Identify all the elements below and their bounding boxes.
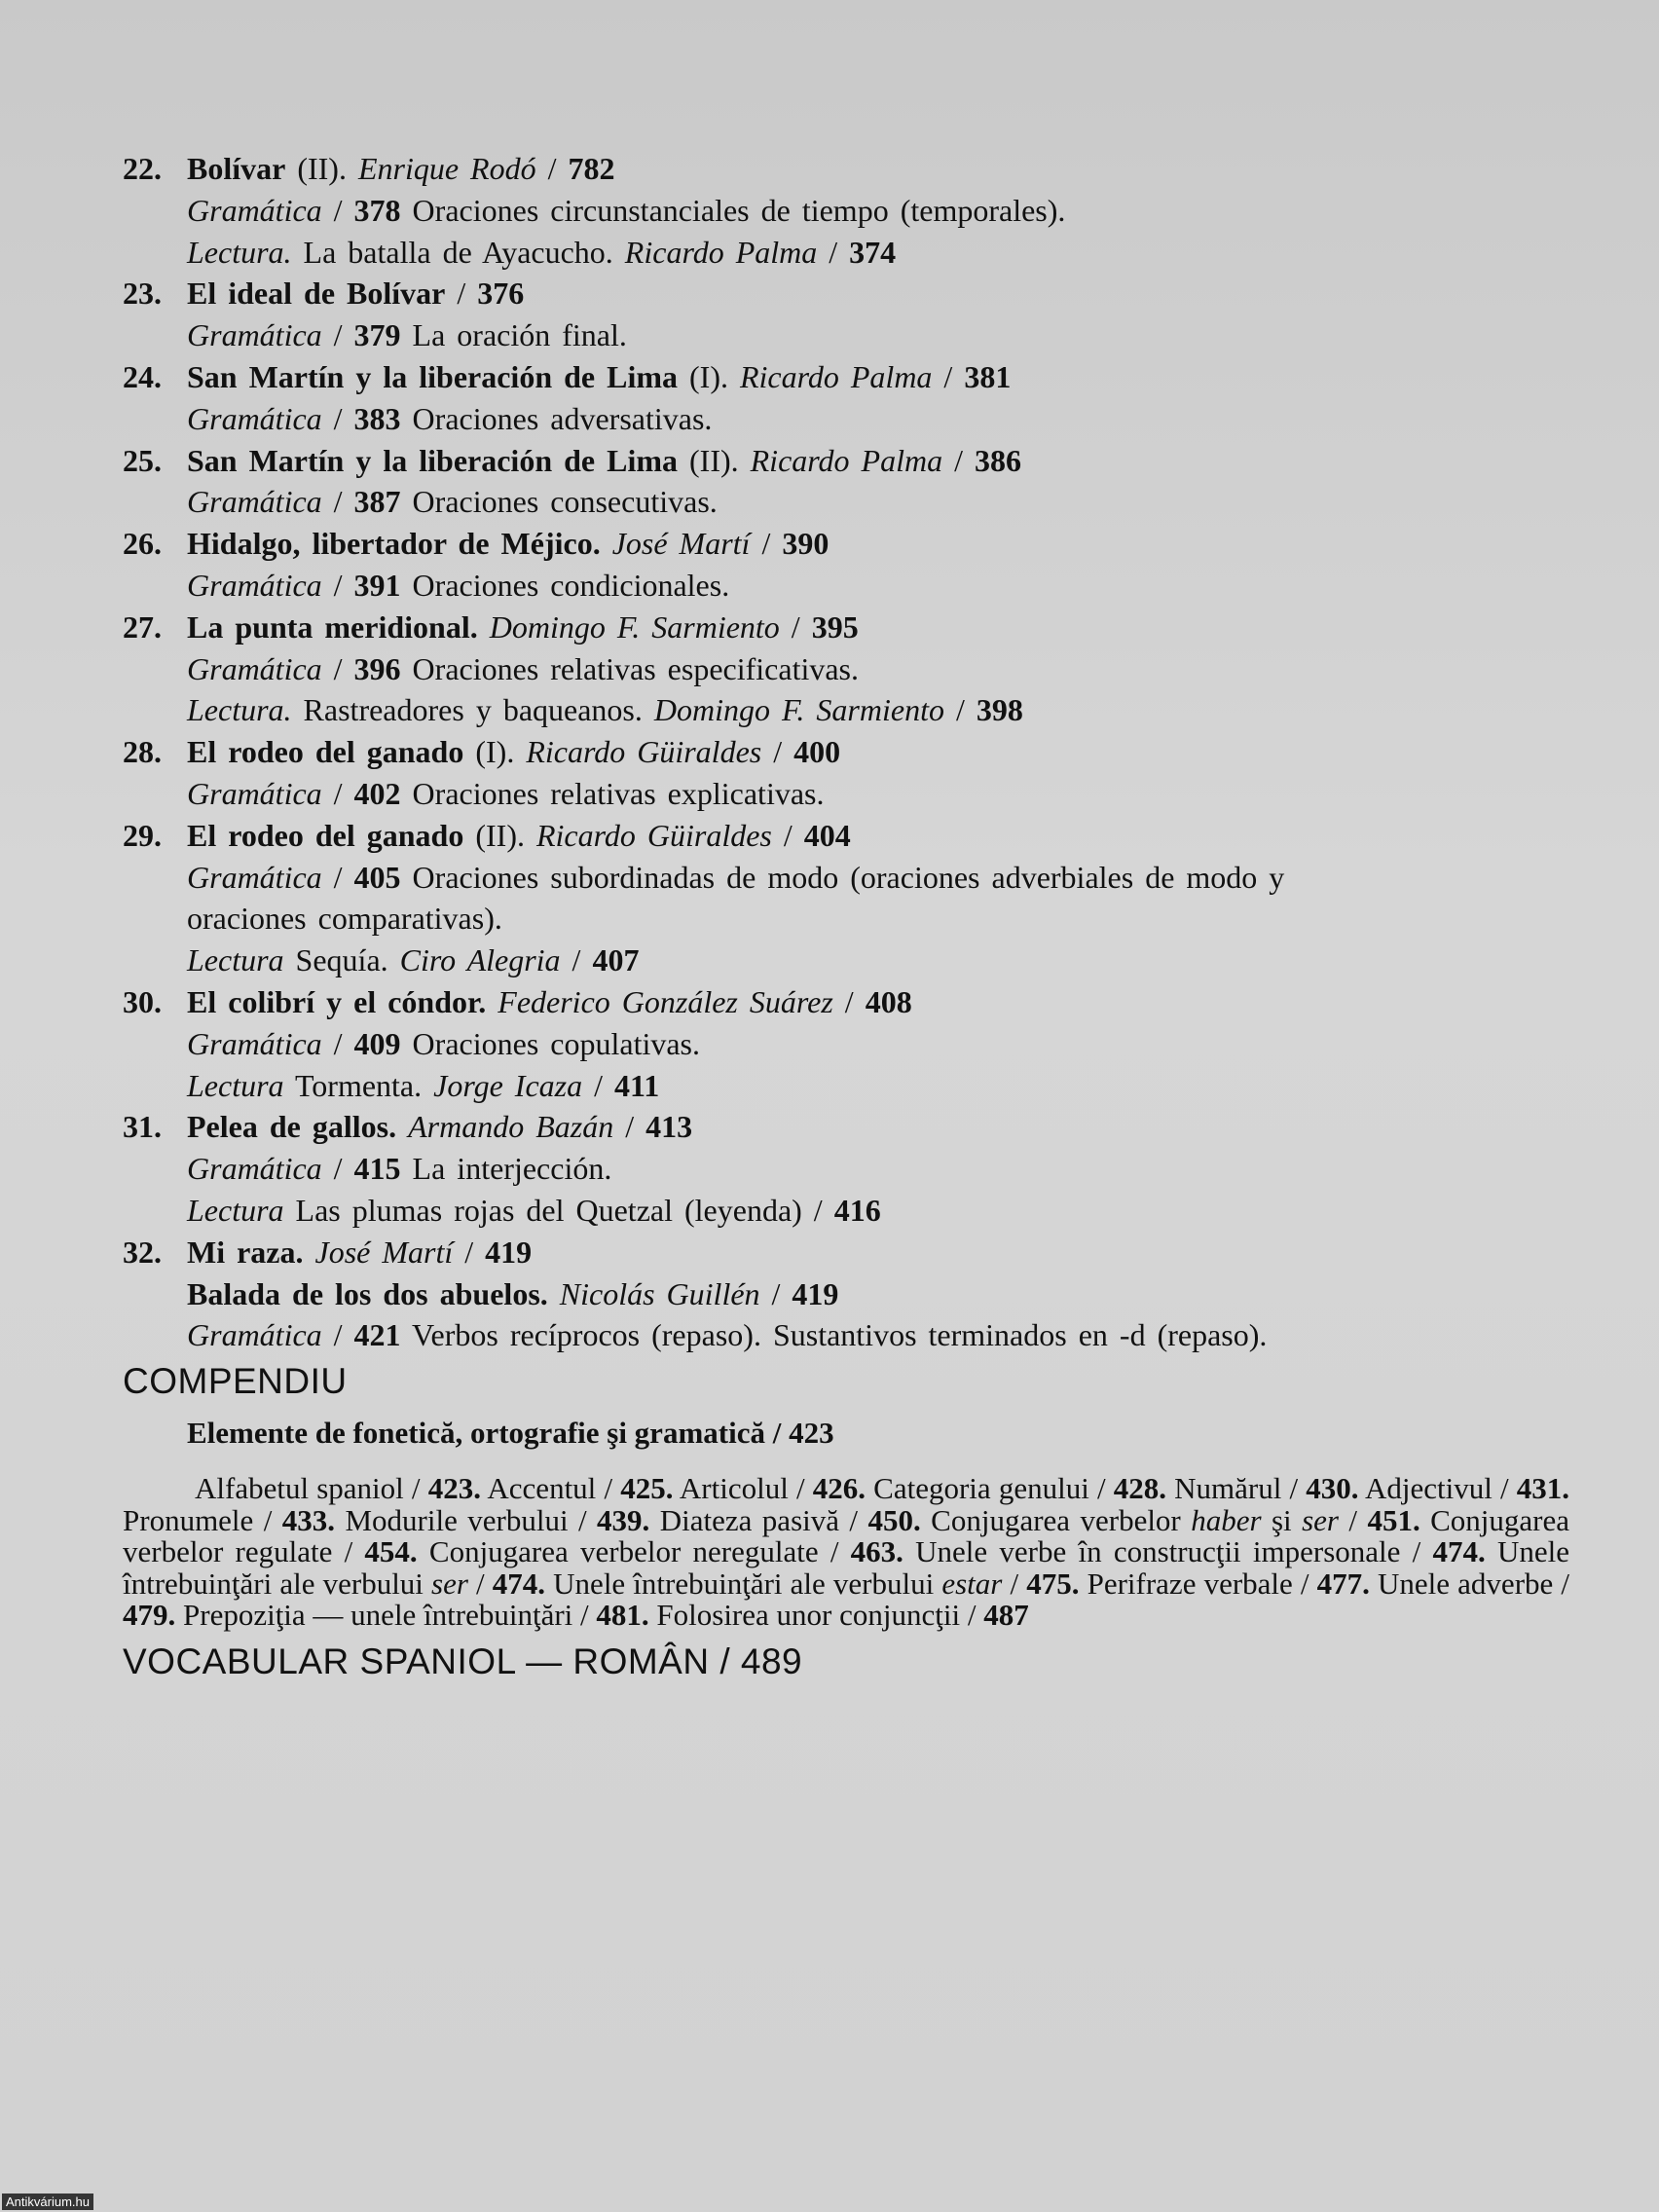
reading-page: 374 [849,234,897,270]
grammar-topic: Oraciones adversativas. [412,400,713,436]
entry-title-line: 24. San Martín y la liberación de Lima (I). Ricardo Palma / 381 [123,356,1573,398]
topic-text: Alfabetul spaniol / [195,1471,428,1506]
grammar-page: 378 [353,192,401,228]
entry-page: 386 [974,442,1021,478]
page-number: 451. [1367,1502,1420,1537]
topic-text: Articolul / [673,1471,813,1506]
entry-number: 27. [123,608,162,645]
entry-title-line: 25. San Martín y la liberación de Lima (II). Ricardo Palma / 386 [123,440,1573,482]
verb-term: haber [1191,1502,1262,1537]
entry-number: 23. [123,276,162,312]
grammar-page: 402 [353,775,401,811]
entry-page: 408 [865,983,912,1019]
entry-part: (II). [689,442,739,478]
page-number: 430. [1306,1471,1359,1506]
reading-page: 411 [614,1067,660,1103]
grammar-page: 391 [353,567,401,603]
reading-label: Lectura [187,942,284,978]
reading-line: Lectura Tormenta. Jorge Icaza / 411 [187,1067,660,1103]
reading-title: Las plumas rojas del Quetzal (leyenda) [295,1192,802,1228]
reading-author: Ciro Alegria [399,942,561,978]
entry-author: Ricardo Palma [739,358,933,394]
entry-title: El colibrí y el cóndor. [187,983,487,1019]
reading-line: Lectura. La batalla de Ayacucho. Ricardo Palma / 374 [187,234,897,270]
grammar-line: Gramática / 387 Oraciones consecutivas. [187,484,718,520]
watermark: Antikvárium.hu [2,2194,93,2210]
grammar-label: Gramática [187,567,322,603]
grammar-topic: Oraciones consecutivas. [412,484,718,520]
topic-text: Accentul / [480,1471,621,1506]
page-number: 425. [620,1471,674,1506]
reading-author: Ricardo Palma [624,234,818,270]
entry-page: 390 [782,526,830,562]
page-number: 475. [1026,1566,1080,1601]
compendiu-paragraph [123,1473,1569,1632]
topic-text: Unele întrebuinţări ale verbului [123,1534,1569,1601]
reading-page: 407 [592,942,640,978]
entry-title-line: 28. El rodeo del ganado (I). Ricardo Güiraldes / 400 [123,731,1573,773]
entry-author: Ricardo Palma [750,442,943,478]
grammar-label: Gramática [187,1025,322,1061]
verb-term: ser [431,1566,468,1601]
topic-text: Diateza pasivă / [649,1502,868,1537]
grammar-topic: Oraciones circunstanciales de tiempo (temporales). [412,192,1066,228]
grammar-page: 415 [353,1151,401,1187]
entry-part: (II). [297,151,347,186]
page-number: 477. [1316,1566,1370,1601]
grammar-label: Gramática [187,1151,322,1187]
grammar-label: Gramática [187,400,322,436]
page-number: 428. [1113,1471,1166,1506]
page-number: 474. [492,1566,546,1601]
grammar-label: Gramática [187,192,322,228]
page-number: 481. [596,1598,649,1633]
grammar-topic: Oraciones relativas especificativas. [412,650,859,686]
grammar-line: Gramática / 379 La oración final. [187,317,627,353]
page-number: 450. [867,1502,921,1537]
entry-number: 31. [123,1109,162,1145]
entry-page: 395 [811,608,859,645]
topic-text: / [1338,1502,1368,1537]
entry-author: Enrique Rodó [357,151,536,186]
verb-term: estar [941,1566,1003,1601]
page-number: 487 [983,1598,1029,1633]
reading-author: Domingo F. Sarmiento [653,692,944,728]
entry-title: Hidalgo, libertador de Méjico. [187,526,601,562]
page-number: 474. [1432,1534,1486,1569]
reading-label: Lectura. [187,692,292,728]
grammar-page: 387 [353,484,401,520]
entry-title: El rodeo del ganado [187,817,464,853]
reading-line: Lectura. Rastreadores y baqueanos. Domingo F. Sarmiento / 398 [187,692,1023,728]
verb-term: ser [1302,1502,1339,1537]
topic-text: Perifraze verbale / [1079,1566,1317,1601]
entry-title-line: 32. Mi raza. José Martí / 419 [123,1232,1573,1273]
reading-title: Tormenta. [294,1067,423,1103]
grammar-label: Gramática [187,317,322,353]
entry-number: 32. [123,1234,162,1270]
grammar-page: 396 [353,650,401,686]
grammar-line: Gramática / 405 Oraciones subordinadas de modo (oraciones adverbiales de modo y [187,859,1285,895]
entry-sub-author: Nicolás Guillén [559,1275,760,1311]
reading-title: La batalla de Ayacucho. [303,234,613,270]
reading-label: Lectura [187,1067,284,1103]
entry-number: 30. [123,983,162,1019]
topic-text: Modurile verbului / [335,1502,598,1537]
entry-title: San Martín y la liberación de Lima [187,358,678,394]
grammar-page: 421 [353,1317,401,1353]
topic-text: Folosirea unor conjuncţii / [648,1598,984,1633]
grammar-label: Gramática [187,484,322,520]
entry-title: Mi raza. [187,1234,304,1270]
entry-number: 29. [123,817,162,853]
entry-page: 381 [964,358,1012,394]
entry-author: Ricardo Güiraldes [526,734,762,770]
entry-author: José Martí [611,526,751,562]
topic-text: Unele verbe în construcţii impersonale / [903,1534,1433,1569]
topic-text: Unele adverbe / [1369,1566,1570,1601]
page-number: 431. [1516,1471,1570,1506]
grammar-line: Gramática / 383 Oraciones adversativas. [187,400,713,436]
grammar-line: Gramática / 409 Oraciones copulativas. [187,1025,700,1061]
grammar-line: Gramática / 396 Oraciones relativas especificativas. [187,650,859,686]
entry-page: 376 [477,276,525,312]
grammar-label: Gramática [187,775,322,811]
paragraph-indent [123,1471,195,1505]
entry-title: La punta meridional. [187,608,478,645]
topic-text: / [467,1566,493,1601]
reading-title: Sequía. [295,942,388,978]
reading-page: 416 [833,1192,881,1228]
topic-text: Categoria genului / [866,1471,1114,1506]
entry-title-line: 30. El colibrí y el cóndor. Federico González Suárez / 408 [123,981,1573,1023]
entry-title: Bolívar [187,151,286,186]
grammar-line: Gramática / 421 Verbos recíprocos (repaso). Sustantivos terminados en -d (repaso). [187,1317,1268,1353]
reading-page: 398 [976,692,1023,728]
entry-author: Federico González Suárez [498,983,833,1019]
page-number: 439. [597,1502,650,1537]
entry-title: El rodeo del ganado [187,734,464,770]
grammar-label: Gramática [187,859,322,895]
entry-title-line: 26. Hidalgo, libertador de Méjico. José Martí / 390 [123,523,1573,565]
reading-label: Lectura. [187,234,292,270]
grammar-topic: Oraciones subordinadas de modo (oraciones adverbiales de modo y [412,859,1285,895]
entry-title-line: 29. El rodeo del ganado (II). Ricardo Güiraldes / 404 [123,815,1573,857]
entry-title-line: 27. La punta meridional. Domingo F. Sarmiento / 395 [123,607,1573,648]
entry-page: 413 [645,1109,693,1145]
grammar-topic: Oraciones copulativas. [412,1025,700,1061]
grammar-page: 379 [353,317,401,353]
entry-title-line: 31. Pelea de gallos. Armando Bazán / 413 [123,1106,1573,1148]
grammar-topic: Oraciones condicionales. [412,567,730,603]
entry-page: 419 [485,1234,533,1270]
reading-author: Jorge Icaza [433,1067,583,1103]
entry-page: 782 [568,151,615,186]
grammar-line: Gramática / 391 Oraciones condicionales. [187,567,730,603]
section-heading-vocabular: VOCABULAR SPANIOL — ROMÂN / 489 [123,1641,803,1681]
grammar-line: Gramática / 402 Oraciones relativas explicativas. [187,775,825,811]
reading-line: Lectura Sequía. Ciro Alegria / 407 [187,942,640,978]
grammar-line: Gramática / 378 Oraciones circunstanciales de tiempo (temporales). [187,192,1066,228]
entry-page: 404 [803,817,851,853]
grammar-label: Gramática [187,650,322,686]
topic-text: Conjugarea verbelor neregulate / [417,1534,851,1569]
entry-number: 28. [123,734,162,770]
grammar-page: 405 [353,859,401,895]
topic-text: Unele întrebuinţări ale verbului [545,1566,942,1601]
entry-subtitle-line: Balada de los dos abuelos. Nicolás Guillén / 419 [187,1275,839,1311]
entry-subtitle: Balada de los dos abuelos. [187,1275,548,1311]
grammar-page: 383 [353,400,401,436]
grammar-line-continued [123,898,1573,940]
grammar-page: 409 [353,1025,401,1061]
entry-author: Armando Bazán [408,1109,614,1145]
section-heading-compendiu: COMPENDIU [123,1361,348,1402]
grammar-topic: La oración final. [412,317,627,353]
page-number: 423. [427,1471,481,1506]
grammar-topic-continued: oraciones comparativas). [187,901,502,937]
entry-author: José Martí [314,1234,454,1270]
entry-number: 22. [123,151,162,186]
entry-sub-page: 419 [792,1275,839,1311]
reading-title: Rastreadores y baqueanos. [303,692,643,728]
topic-text: Numărul / [1166,1471,1307,1506]
topic-text: Adjectivul / [1358,1471,1517,1506]
reading-line: Lectura Las plumas rojas del Quetzal (leyenda) / 416 [187,1192,881,1228]
topic-text: Prepoziţia — unele întrebuinţări / [175,1598,597,1633]
grammar-topic: Verbos recíprocos (repaso). Sustantivos terminados en -d (repaso). [411,1317,1268,1353]
entry-part: (II). [475,817,525,853]
entry-title: Pelea de gallos. [187,1109,397,1145]
entry-number: 26. [123,526,162,562]
grammar-line: Gramática / 415 La interjección. [187,1151,612,1187]
table-of-contents [123,148,1573,1686]
topic-text: Conjugarea verbelor regulate / [123,1502,1570,1569]
page-number: 454. [364,1534,418,1569]
grammar-topic: Oraciones relativas explicativas. [412,775,825,811]
grammar-topic: La interjección. [412,1151,612,1187]
entry-number: 24. [123,358,162,394]
entry-title-line: 23. El ideal de Bolívar / 376 [123,273,1573,314]
entry-title: San Martín y la liberación de Lima [187,442,678,478]
page-number: 463. [850,1534,903,1569]
entry-author: Domingo F. Sarmiento [489,608,780,645]
topic-text: şi [1261,1502,1303,1537]
entry-part: (I). [475,734,515,770]
entry-title: El ideal de Bolívar [187,276,446,312]
entry-page: 400 [793,734,841,770]
entry-author: Ricardo Güiraldes [535,817,772,853]
topic-text: Pronumele / [123,1502,282,1537]
grammar-label: Gramática [187,1317,322,1353]
reading-label: Lectura [187,1192,284,1228]
topic-text: / [1002,1566,1027,1601]
entry-part: (I). [689,358,728,394]
page-number: 426. [812,1471,866,1506]
entry-title-line: 22. Bolívar (II). Enrique Rodó / 782 [123,148,1573,190]
page-number: 433. [281,1502,336,1537]
topic-text: Conjugarea verbelor [920,1502,1192,1537]
compendiu-subheading: Elemente de fonetică, ortografie şi gramatică / 423 [187,1416,834,1451]
page-number: 479. [123,1598,176,1633]
entry-number: 25. [123,442,162,478]
